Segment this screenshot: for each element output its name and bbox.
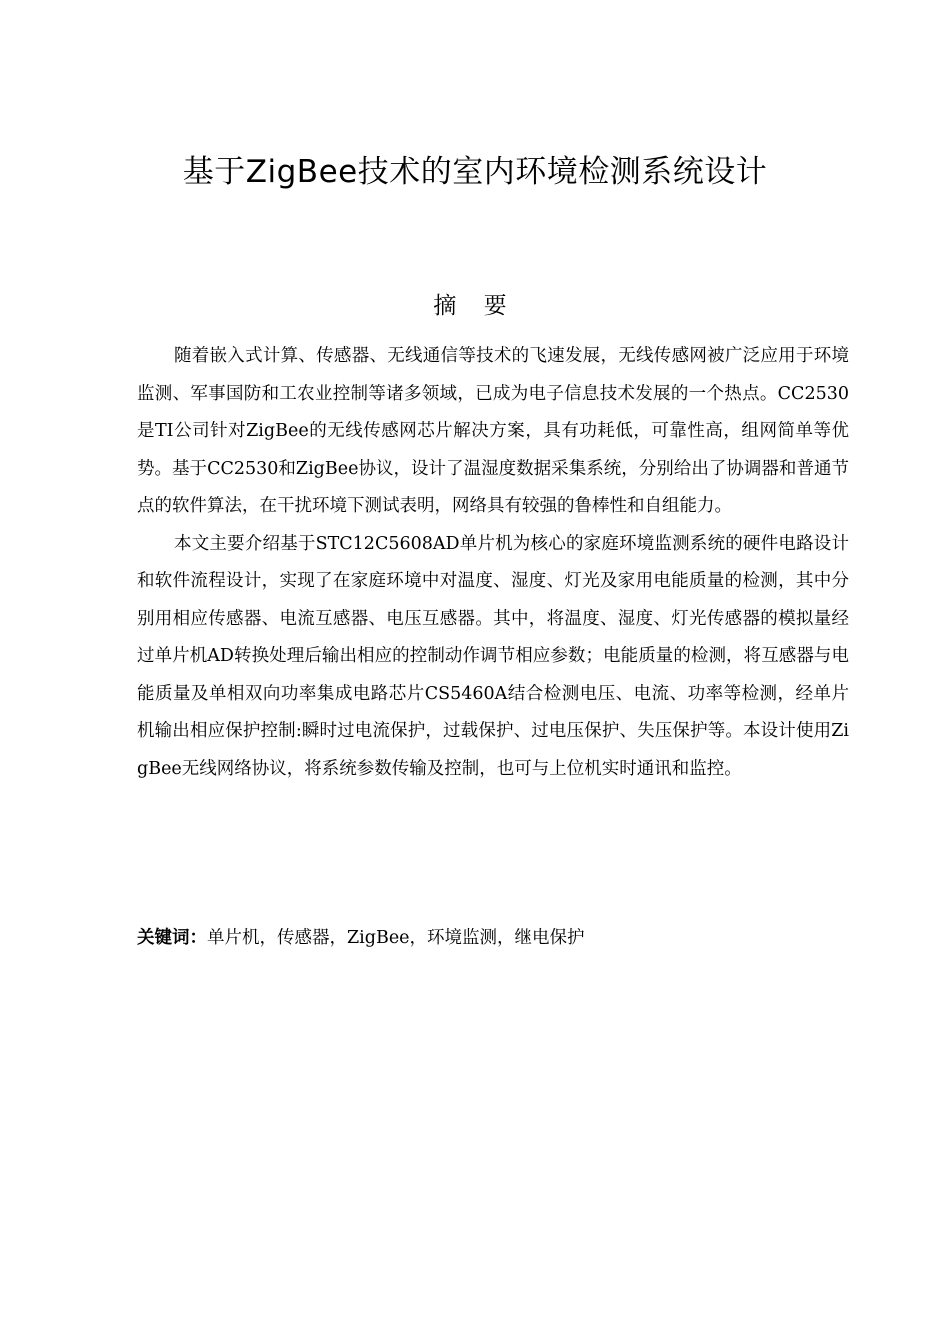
- keywords-line: [137, 920, 849, 956]
- abstract-body: [137, 338, 849, 788]
- abstract-paragraph-1: 随着嵌入式计算、传感器、无线通信等技术的飞速发展，无线传感网被广泛应用于环境监测、军事国防和工农业控制等诸多领域，已成为电子信息技术发展的一个热点。CC2530是TI公司针对ZigBee的无线传感网芯片解决方案，具有功耗低，可靠性高，组网简单等优势。基于CC2530和ZigBee协议，设计了温湿度数据采集系统，分别给出了协调器和普通节点的软件算法，在干扰环境下测试表明，网络具有较强的鲁棒性和自组能力。: [137, 346, 849, 516]
- abstract-heading: 摘 要: [433, 293, 517, 319]
- document-title: 基于ZigBee技术的室内环境检测系统设计: [182, 154, 768, 190]
- abstract-paragraph-2: 本文主要介绍基于STC12C5608AD单片机为核心的家庭环境监测系统的硬件电路设计和软件流程设计，实现了在家庭环境中对温度、湿度、灯光及家用电能质量的检测，其中分别用相应传感器、电流互感器、电压互感器。其中，将温度、湿度、灯光传感器的模拟量经过单片机AD转换处理后输出相应的控制动作调节相应参数；电能质量的检测，将互感器与电能质量及单相双向功率集成电路芯片CS5460A结合检测电压、电流、功率等检测，经单片机输出相应保护控制:瞬时过电流保护，过载保护、过电压保护、失压保护等。本设计使用ZigBee无线网络协议，将系统参数传输及控制，也可与上位机实时通讯和监控。: [137, 533, 849, 779]
- keywords-label: 关键词：: [137, 928, 207, 948]
- keywords-text: 单片机，传感器，ZigBee，环境监测，继电保护: [207, 928, 585, 948]
